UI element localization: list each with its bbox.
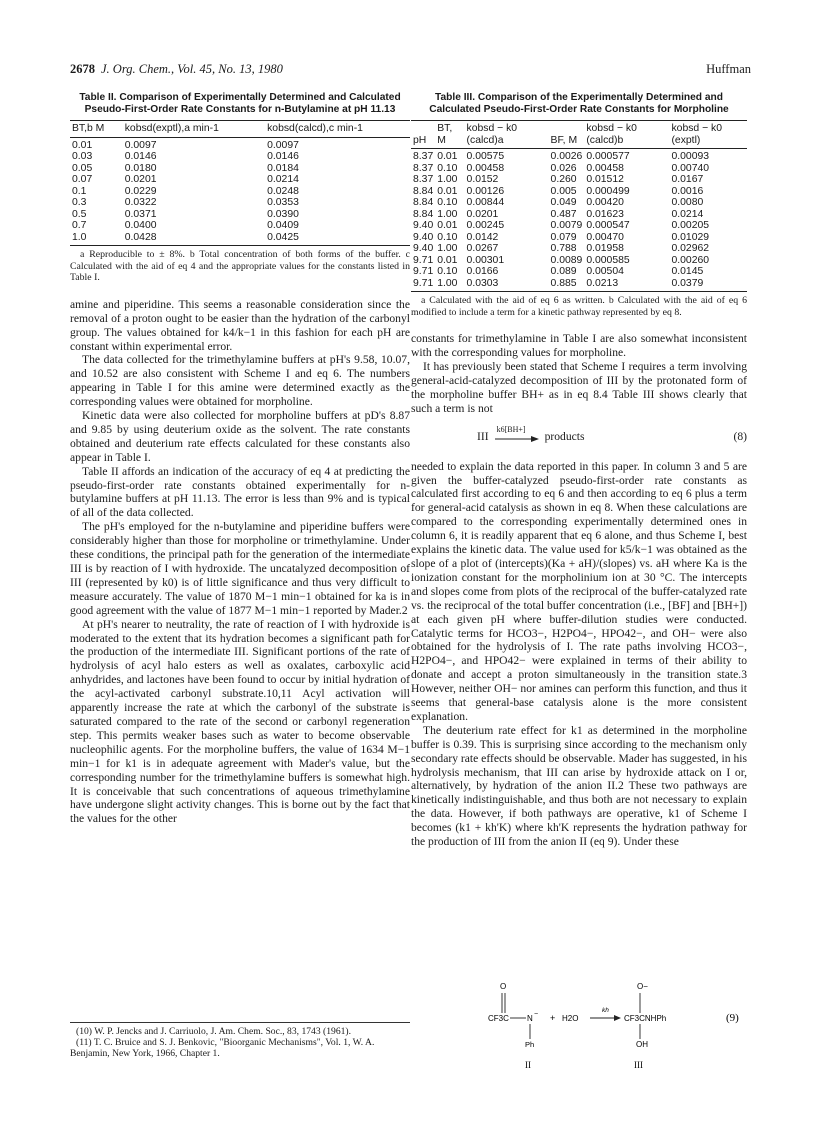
table-row	[411, 197, 747, 209]
eq9-number: (9)	[726, 1012, 739, 1024]
table3-column-header: kobsd − k0 (calcd)b	[584, 121, 669, 149]
table-row	[411, 149, 747, 163]
table-cell: 0.01029	[671, 231, 710, 243]
table-cell: 0.0400	[124, 220, 157, 231]
table-cell: 1.00	[437, 174, 458, 185]
equation-8-expression	[477, 424, 585, 445]
table-cell: 0.000585	[586, 254, 630, 266]
left-body-text	[70, 298, 410, 826]
table3-column-header: pH	[411, 121, 435, 149]
eq9-rate-label: kh	[602, 1007, 609, 1014]
reference-11: (11) T. C. Bruice and S. J. Benkovic, "Bioorganic Mechanisms", Vol. 1, W. A. Benjamin, New York, 1966, Chapter 1.	[70, 1037, 375, 1059]
table3-column-header: BF, M	[549, 121, 585, 149]
table-row	[70, 197, 410, 209]
journal-citation	[70, 62, 283, 77]
table-cell: 1.00	[435, 278, 464, 292]
table-cell: 0.0379	[669, 278, 747, 292]
table3-footnote: a Calculated with the aid of eq 6 as written. b Calculated with the aid of eq 6 modified to include a term for a kinetic pathway represented by eq 8.	[411, 295, 747, 318]
table-cell: 0.0214	[267, 174, 299, 185]
table-cell: 9.71	[413, 254, 434, 266]
table-cell: 0.0390	[267, 208, 299, 220]
table-row	[70, 209, 410, 221]
table-cell: 0.00844	[466, 197, 505, 208]
table-row	[70, 186, 410, 198]
table-cell: 0.01	[437, 254, 458, 266]
eq9-hydroxyl: OH	[636, 1040, 648, 1049]
eq9-water: H2O	[562, 1014, 579, 1023]
table-cell: 0.0097	[124, 139, 157, 151]
equation-8	[411, 422, 747, 452]
table-cell: 0.10	[437, 197, 458, 208]
table-cell: 0.03	[72, 151, 93, 162]
table-cell: 0.01	[437, 151, 458, 162]
table-cell: 0.10	[437, 231, 458, 243]
table-cell: 0.00205	[671, 220, 710, 231]
table-cell: 0.0167	[671, 174, 704, 185]
table-cell: 0.0425	[265, 232, 410, 246]
body-paragraph: The deuterium rate effect for k1 as determined in the morpholine buffer is 0.39. This is surprising since according to the mechanism only secondary rate effects should be observable. Mader has suggested, in his hydrolysis mechanism, that III can arise by hydroxide attack on I or, alternatively, by hydration of the anion II.2 These two pathways are kinetically indistinguishable, and thus both are not necessary to explain the data. However, if both pathways are operative, k1 of Scheme I becomes (k1 + kh'K) where kh'K represents the hydration pathway for the production of III from the anion II (eq 9). Under these	[411, 723, 747, 849]
structure-drawing	[480, 983, 750, 1078]
table-cell: 0.05	[72, 162, 93, 174]
body-paragraph: constants for trimethylamine in Table I are also somewhat inconsistent with the corresponding values for morpholine.	[411, 332, 747, 360]
table-cell: 0.10	[437, 266, 458, 277]
equation-9-scheme	[480, 983, 750, 1078]
table-cell: 0.0303	[465, 278, 549, 292]
table-cell: 0.01958	[586, 243, 624, 254]
table-cell: 0.0080	[671, 197, 704, 208]
table-cell: 0.01	[72, 139, 93, 151]
table-cell: 0.005	[550, 185, 577, 197]
table-cell: 0.000499	[586, 185, 630, 197]
table-cell: 0.00504	[586, 266, 624, 277]
eq9-n-charge: −	[534, 1011, 539, 1018]
running-header	[70, 62, 751, 80]
body-paragraph: Kinetic data were also collected for morpholine buffers at pD's 8.87 and 9.85 by using deuterium oxide as the solvent. The rate constants obtained and deuterium rate effects calculated for these constants also appear in Table I.	[70, 409, 410, 464]
body-paragraph: At pH's nearer to neutrality, the rate of reaction of I with hydroxide is moderated to the extent that its hydration becomes a significant path for the production of the intermediate III. Significant portions of the rate of hydrolysis of acyl halo esters as well as oxalates, carboxylic acid anhydrides, and lactones have been found to occur by initial hydration of the acyl-activated carbonyl substrate.10,11 Acyl activation will apparently increase the rate at which the carbonyl of the substrate is saturated compared to the rate of the second or carbonyl regeneration step. This permits weaker bases such as water to become observable nucleophilic agents. For the morpholine buffers, the value of 1634 M−1 min−1 for k1 is in adequate agreement with Mader's value, but the corresponding number for the trimethylamine buffers is somewhat high. It is conceivable that such concentrations of aqueous trimethylamine have undergone slight activity changes. This is borne out by the fact that the values for the other	[70, 617, 410, 826]
table3-column-header: kobsd − k0 (exptl)	[669, 121, 747, 149]
table-row	[70, 137, 410, 151]
table-cell: 9.40	[413, 243, 434, 254]
compound-label-III: III	[634, 1060, 643, 1070]
table-cell: 0.5	[72, 208, 87, 220]
table3-body	[411, 149, 747, 292]
table2-column-header: kobsd(calcd),c min-1	[265, 121, 410, 138]
table-row	[70, 151, 410, 163]
table3-column-header: BT, M	[435, 121, 464, 149]
table-cell: 0.0248	[267, 185, 299, 197]
table2-body	[70, 137, 410, 246]
table-row	[411, 220, 747, 232]
table-cell: 0.260	[550, 174, 577, 185]
table2-footnote: a Reproducible to ± 8%. b Total concentration of both forms of the buffer. c Calculated with the aid of eq 4 and the appropriate values for the constants listed in Table I.	[70, 249, 410, 284]
reference-10: (10) W. P. Jencks and J. Carriuolo, J. Am. Chem. Soc., 83, 1743 (1961).	[76, 1026, 352, 1037]
table-cell: 0.0026	[550, 151, 583, 162]
table-row	[411, 255, 747, 267]
table-cell: 8.84	[413, 197, 434, 208]
table-cell: 0.0146	[124, 151, 157, 162]
table-row	[411, 186, 747, 198]
table2-header-row	[70, 121, 410, 138]
table-cell: 0.0267	[466, 243, 499, 254]
eq9-right-group: CF3CNHPh	[624, 1014, 667, 1023]
table-cell: 0.0097	[267, 139, 299, 151]
right-body-text-b	[411, 460, 747, 849]
table-row	[411, 163, 747, 175]
body-paragraph: It has previously been stated that Scheme I requires a term involving general-acid-catalyzed decomposition of III by the protonated form of the morpholine buffer BH+ as in eq 8.4 Table III shows clearly that such a term is not	[411, 360, 747, 415]
eq8-product: products	[544, 429, 585, 443]
table-cell: 0.0145	[671, 266, 704, 277]
table-cell: 0.0229	[124, 185, 157, 197]
eq9-left-group: CF3C	[488, 1014, 509, 1023]
table-cell: 0.0201	[124, 174, 157, 185]
table-cell: 0.02962	[671, 243, 710, 254]
table-cell: 0.000547	[586, 220, 630, 231]
table-row	[70, 220, 410, 232]
table-cell: 9.71	[413, 266, 434, 277]
table-cell: 0.3	[72, 197, 87, 208]
table-cell: 1.0	[70, 232, 123, 246]
table-cell: 9.71	[411, 278, 435, 292]
table-cell: 0.07	[72, 174, 93, 185]
table-cell: 0.049	[550, 197, 577, 208]
table-row	[411, 243, 747, 255]
table-cell: 0.1	[72, 185, 87, 197]
author-name: Huffman	[706, 62, 751, 76]
body-paragraph: amine and piperidine. This seems a reasonable consideration since the removal of a proton ought to be easier than the hydration of the carbonyl group. The values obtained for k4/k−1 in this fashion for each pH are constant within experimental error.	[70, 297, 410, 353]
table-cell: 0.7	[72, 220, 87, 231]
eq8-reactant: III	[477, 429, 489, 443]
table-cell: 0.10	[437, 162, 458, 174]
table-cell: 0.0213	[584, 278, 669, 292]
table-row	[70, 232, 410, 246]
table-cell: 0.026	[550, 162, 577, 174]
table-cell: 0.01623	[586, 208, 624, 220]
table-cell: 0.0152	[466, 174, 499, 185]
body-paragraph: The data collected for the trimethylamine buffers at pH's 9.58, 10.07, and 10.52 are also consistent with Scheme I and eq 6. The numbers appearing in Table I for this amine were determined exactly as the corresponding values were obtained for morpholine.	[70, 353, 410, 409]
page-number: 2678	[70, 62, 95, 76]
eq9-phenyl: Ph	[525, 1040, 535, 1049]
eq9-nitrogen: N	[527, 1014, 533, 1023]
table-cell: 8.37	[413, 151, 434, 162]
table-cell: 0.0428	[123, 232, 265, 246]
table-cell: 0.0353	[267, 197, 299, 208]
table3	[411, 120, 747, 292]
table-cell: 0.0079	[550, 220, 583, 231]
reaction-arrow-icon	[495, 424, 539, 445]
table-cell: 0.00420	[586, 197, 624, 208]
journal-name: J. Org. Chem., Vol. 45, No. 13, 1980	[101, 62, 283, 76]
eq9-plus: +	[550, 1013, 556, 1023]
table3-caption: Table III. Comparison of the Experimentally Determined and Calculated Pseudo-First-Order Rate Constants for Morpholine	[429, 92, 729, 115]
right-body-text-a	[411, 332, 747, 415]
table-cell: 0.0322	[124, 197, 157, 208]
table-cell: 0.00458	[586, 162, 624, 174]
table-row	[70, 163, 410, 175]
table2-column-header: BT,b M	[70, 121, 123, 138]
body-paragraph: The pH's employed for the n-butylamine and piperidine buffers were considerably higher than those for morpholine or trimethylamine. Under these conditions, the principal path for the generation of the intermediate III is by reaction of I with hydroxide. The uncatalyzed decomposition of III (represented by k0) is of little significance and thus very difficult to measure accurately. The value of 1870 M−1 min−1 obtained for ka is in good agreement with the value of 1877 M−1 min−1 reported by Mader.2	[70, 520, 410, 617]
table-cell: 0.0201	[466, 208, 499, 220]
table-cell: 1.00	[437, 243, 458, 254]
right-column	[411, 92, 747, 849]
table-cell: 0.00301	[466, 254, 505, 266]
compound-label-II: II	[525, 1060, 531, 1070]
table-cell: 0.0089	[550, 254, 583, 266]
table-row	[70, 174, 410, 186]
table-cell: 0.089	[550, 266, 577, 277]
table-cell: 0.00260	[671, 254, 710, 266]
table-cell: 0.00740	[671, 162, 710, 174]
table-row	[411, 232, 747, 244]
table-row	[411, 209, 747, 221]
table-cell: 0.01	[437, 185, 458, 197]
eq9-oxygen-left: O	[500, 983, 507, 991]
table-cell: 0.885	[549, 278, 585, 292]
table-row	[411, 278, 747, 292]
table-cell: 0.00126	[466, 185, 505, 197]
table-cell: 8.37	[413, 174, 434, 185]
table-row	[411, 266, 747, 278]
table-cell: 0.01	[437, 220, 458, 231]
table2	[70, 120, 410, 246]
eq8-number: (8)	[733, 429, 747, 443]
table-cell: 0.0214	[671, 208, 704, 220]
table-cell: 8.84	[413, 208, 434, 220]
table-row	[411, 174, 747, 186]
table-cell: 0.079	[550, 231, 577, 243]
table2-caption: Table II. Comparison of Experimentally Determined and Calculated Pseudo-First-Order Rate Constants for n-Butylamine at pH 11.13	[79, 92, 401, 115]
table-cell: 0.00470	[586, 231, 624, 243]
table-cell: 0.00245	[466, 220, 505, 231]
table-cell: 0.00458	[466, 162, 505, 174]
table-cell: 1.00	[437, 208, 458, 220]
table-cell: 0.000577	[586, 151, 630, 162]
table-cell: 0.00093	[671, 151, 710, 162]
table-cell: 0.487	[550, 208, 577, 220]
table3-header-row	[411, 121, 747, 149]
eq9-o-minus: O−	[637, 983, 648, 991]
table2-column-header: kobsd(exptl),a min-1	[123, 121, 265, 138]
table3-column-header: kobsd − k0 (calcd)a	[465, 121, 549, 149]
table-cell: 8.84	[413, 185, 434, 197]
table-cell: 9.40	[413, 231, 434, 243]
table-cell: 9.40	[413, 220, 434, 231]
table-cell: 0.0166	[466, 266, 499, 277]
table-cell: 0.0142	[466, 231, 499, 243]
table-cell: 0.01512	[586, 174, 624, 185]
table-cell: 0.0184	[267, 162, 299, 174]
table-cell: 0.0180	[124, 162, 157, 174]
table-cell: 0.0016	[671, 185, 704, 197]
table-cell: 0.0146	[267, 151, 299, 162]
table-cell: 0.0409	[267, 220, 299, 231]
references	[70, 1022, 410, 1059]
table-cell: 0.0371	[124, 208, 157, 220]
body-paragraph: needed to explain the data reported in this paper. In column 3 and 5 are given the buffer-catalyzed pseudo-first-order rate constants as calculated first according to eq 6 and then according to eq 6 plus a term for general-acid catalysis as shown in eq 8. When these calculations are compared to the corresponding experimentally determined ones in column 6, it is readily apparent that eq 6 alone, and thus Scheme I, best explains the kinetic data. The value used for k5/k−1 was obtained as the slope of a plot of (intercepts)(Ka + aH)/(slopes) vs. aH where Ka is the ionization constant for the morpholinium ion at 30 °C. The intercepts and slopes come from plots of the reciprocal of the buffer-catalyzed rate vs. the reciprocal of the total buffer concentration (i.e., [BF] and [BH+]) at each given pH where buffer-dilution studies were conducted. Catalytic terms for HCO3−, H2PO4−, HPO42−, and OH− were also obtained for the hydrolysis of I. The rate paths involving HCO3−, H2PO4−, and HPO42− were explained in terms of their ability to donate and accept a proton simultaneously in the transition state.3 However, neither OH− nor amines can perform this function, and thus it seems that general-base catalysis alone is the more consistent explanation.	[411, 459, 747, 723]
table-cell: 0.00575	[466, 151, 505, 162]
eq8-catalyst-label: k6[BH+]	[496, 424, 526, 434]
table-cell: 8.37	[413, 162, 434, 174]
table-cell: 0.788	[550, 243, 577, 254]
left-column	[70, 92, 410, 826]
body-paragraph: Table II affords an indication of the accuracy of eq 4 at predicting the pseudo-first-order rate constants obtained experimentally for n-butylamine buffers at pH 11.13. The error is less than 9% and is typical of all of the data collected.	[70, 464, 410, 520]
